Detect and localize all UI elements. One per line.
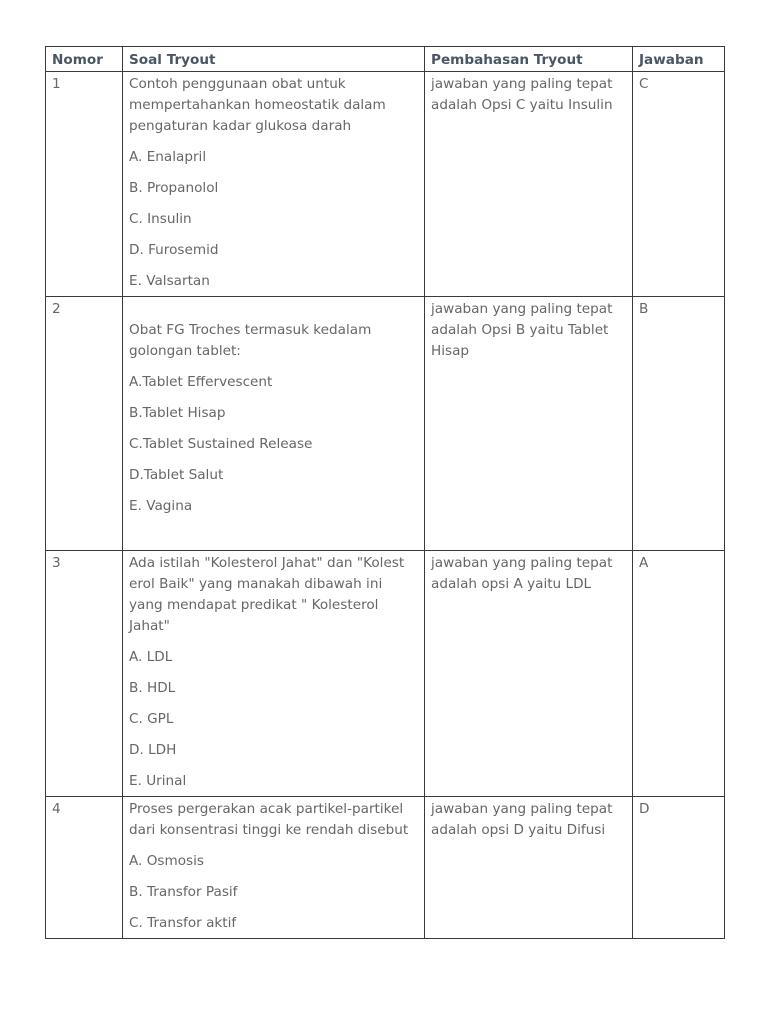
option-e: E. Urinal	[129, 773, 187, 789]
row-nomor: 2	[46, 297, 123, 551]
option-a: A. LDL	[129, 649, 173, 665]
option-a: A. Enalapril	[129, 149, 207, 165]
question-text: Proses pergerakan acak partikel-partikel dari konsentrasi tinggi ke rendah disebut	[129, 801, 409, 838]
option-d: D. Furosemid	[129, 242, 219, 258]
header-row	[46, 47, 725, 72]
option-b: B. HDL	[129, 680, 176, 696]
row-pembahasan: jawaban yang paling tepat adalah opsi A yaitu LDL	[425, 551, 633, 797]
table-row	[46, 72, 725, 297]
option-b: B. Transfor Pasif	[129, 884, 238, 900]
row-soal	[123, 797, 425, 939]
option-b: B.Tablet Hisap	[129, 405, 226, 421]
blank-line	[129, 299, 418, 320]
row-jawaban: A	[633, 551, 725, 797]
option-e: E. Vagina	[129, 498, 193, 514]
row-soal	[123, 297, 425, 551]
row-jawaban: B	[633, 297, 725, 551]
header-jawaban: Jawaban	[633, 47, 725, 72]
option-a: A. Osmosis	[129, 853, 204, 869]
blank-line	[129, 517, 418, 546]
option-c: C.Tablet Sustained Release	[129, 436, 313, 452]
table-row	[46, 297, 725, 551]
header-pembahasan: Pembahasan Tryout	[425, 47, 633, 72]
option-d: D.Tablet Salut	[129, 467, 224, 483]
row-pembahasan: jawaban yang paling tepat adalah Opsi C yaitu Insulin	[425, 72, 633, 297]
option-e: E. Valsartan	[129, 273, 210, 289]
row-pembahasan: jawaban yang paling tepat adalah Opsi B yaitu Tablet Hisap	[425, 297, 633, 551]
table-row	[46, 797, 725, 939]
row-nomor: 3	[46, 551, 123, 797]
header-nomor: Nomor	[46, 47, 123, 72]
question-text: Ada istilah "Kolesterol Jahat" dan "Kolest erol Baik" yang manakah dibawah ini yang mendapat predikat " Kolesterol Jahat"	[129, 555, 405, 634]
option-a: A.Tablet Effervescent	[129, 374, 273, 390]
option-b: B. Propanolol	[129, 180, 219, 196]
table-row	[46, 551, 725, 797]
option-c: C. Transfor aktif	[129, 915, 237, 931]
question-text: Contoh penggunaan obat untuk mempertahankan homeostatik dalam pengaturan kadar glukosa darah	[129, 76, 386, 134]
row-pembahasan: jawaban yang paling tepat adalah opsi D yaitu Difusi	[425, 797, 633, 939]
option-d: D. LDH	[129, 742, 177, 758]
row-jawaban: C	[633, 72, 725, 297]
row-soal	[123, 551, 425, 797]
tryout-table	[45, 46, 725, 939]
row-jawaban: D	[633, 797, 725, 939]
question-text: Obat FG Troches termasuk kedalam golongan tablet:	[129, 322, 372, 359]
row-nomor: 4	[46, 797, 123, 939]
row-soal	[123, 72, 425, 297]
option-c: C. GPL	[129, 711, 174, 727]
row-nomor: 1	[46, 72, 123, 297]
option-c: C. Insulin	[129, 211, 192, 227]
header-soal: Soal Tryout	[123, 47, 425, 72]
